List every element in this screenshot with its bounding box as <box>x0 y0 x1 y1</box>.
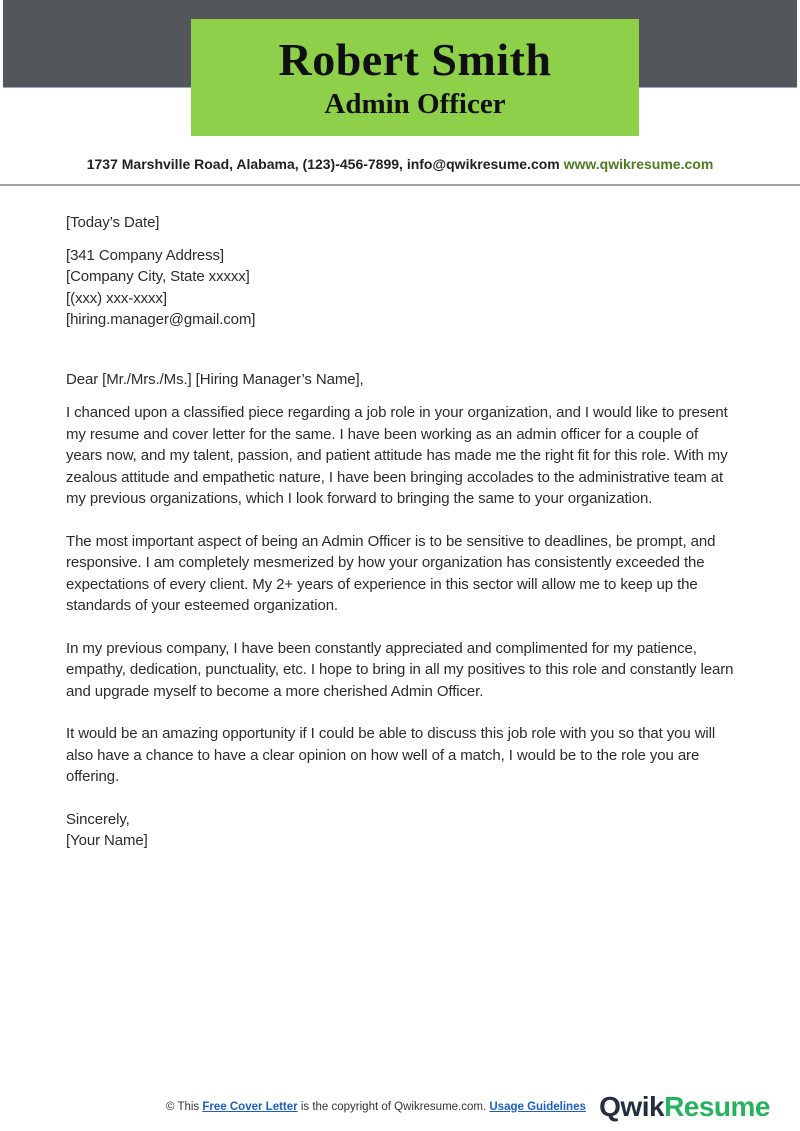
letter-body <box>0 186 800 852</box>
footer <box>0 1082 800 1131</box>
person-title: Admin Officer <box>324 88 506 121</box>
recipient-line-city-state: [Company City, State xxxxx] <box>66 268 250 285</box>
paragraph-3: In my previous company, I have been constantly appreciated and complimented for my patience, empathy, dedication, punctuality, etc. I hope to bring in all my positives to this role and constantly learn and upgrade myself to become a more cherished Admin Officer. <box>66 639 734 700</box>
copyright-prefix: © This <box>166 1100 200 1113</box>
closing: Sincerely, <box>66 810 130 828</box>
person-name: Robert Smith <box>278 33 552 85</box>
usage-guidelines-link[interactable]: Usage Guidelines <box>489 1100 586 1113</box>
logo-resume-text: Resume <box>664 1090 770 1122</box>
recipient-line-phone: [(xxx) xxx-xxxx] <box>66 289 167 307</box>
paragraph-1: I chanced upon a classified piece regarding a job role in your organization, and I would like to present my resume and cover letter for the same. I have been working as an admin officer for a couple of years now, and my talent, passion, and patient attitude has made me the right fit for this role. With my zealous attitude and empathetic nature, I have been bringing accolades to the administrative team at my previous organizations, which I look forward to bringing the same to your organization. <box>66 404 728 507</box>
paragraph-2: The most important aspect of being an Admin Officer is to be sensitive to deadlines, be prompt, and responsive. I am completely mesmerized by how your organization has consistently exceeded the expectations of every client. My 2+ years of experience in this sector will allow me to keep up the standards of your esteemed organization. <box>66 532 716 614</box>
signature-placeholder: [Your Name] <box>66 832 148 849</box>
closing-block <box>66 809 736 852</box>
recipient-line-address: [341 Company Address] <box>66 246 224 264</box>
contact-text: 1737 Marshville Road, Alabama, (123)-456-7899, info@qwikresume.com <box>86 156 560 172</box>
recipient-block <box>66 245 736 331</box>
name-box <box>191 19 639 136</box>
contact-row <box>0 156 800 172</box>
website-link[interactable]: www.qwikresume.com <box>563 156 714 172</box>
qwikresume-logo[interactable] <box>599 1090 770 1122</box>
footer-copyright <box>166 1101 586 1113</box>
free-cover-letter-link[interactable]: Free Cover Letter <box>202 1100 298 1113</box>
date-placeholder: [Today’s Date] <box>66 214 160 231</box>
recipient-line-email: [hiring.manager@gmail.com] <box>66 311 256 328</box>
copyright-middle: is the copyright of Qwikresume.com. <box>300 1100 487 1113</box>
salutation: Dear [Mr./Mrs./Ms.] [Hiring Manager’s Name], <box>66 370 364 388</box>
paragraph-4: It would be an amazing opportunity if I could be able to discuss this job role with you so that you will also have a chance to have a clear opinion on how well of a match, I would be to the role you are offering. <box>66 725 716 785</box>
logo-qwik-text: Qwik <box>599 1090 665 1122</box>
